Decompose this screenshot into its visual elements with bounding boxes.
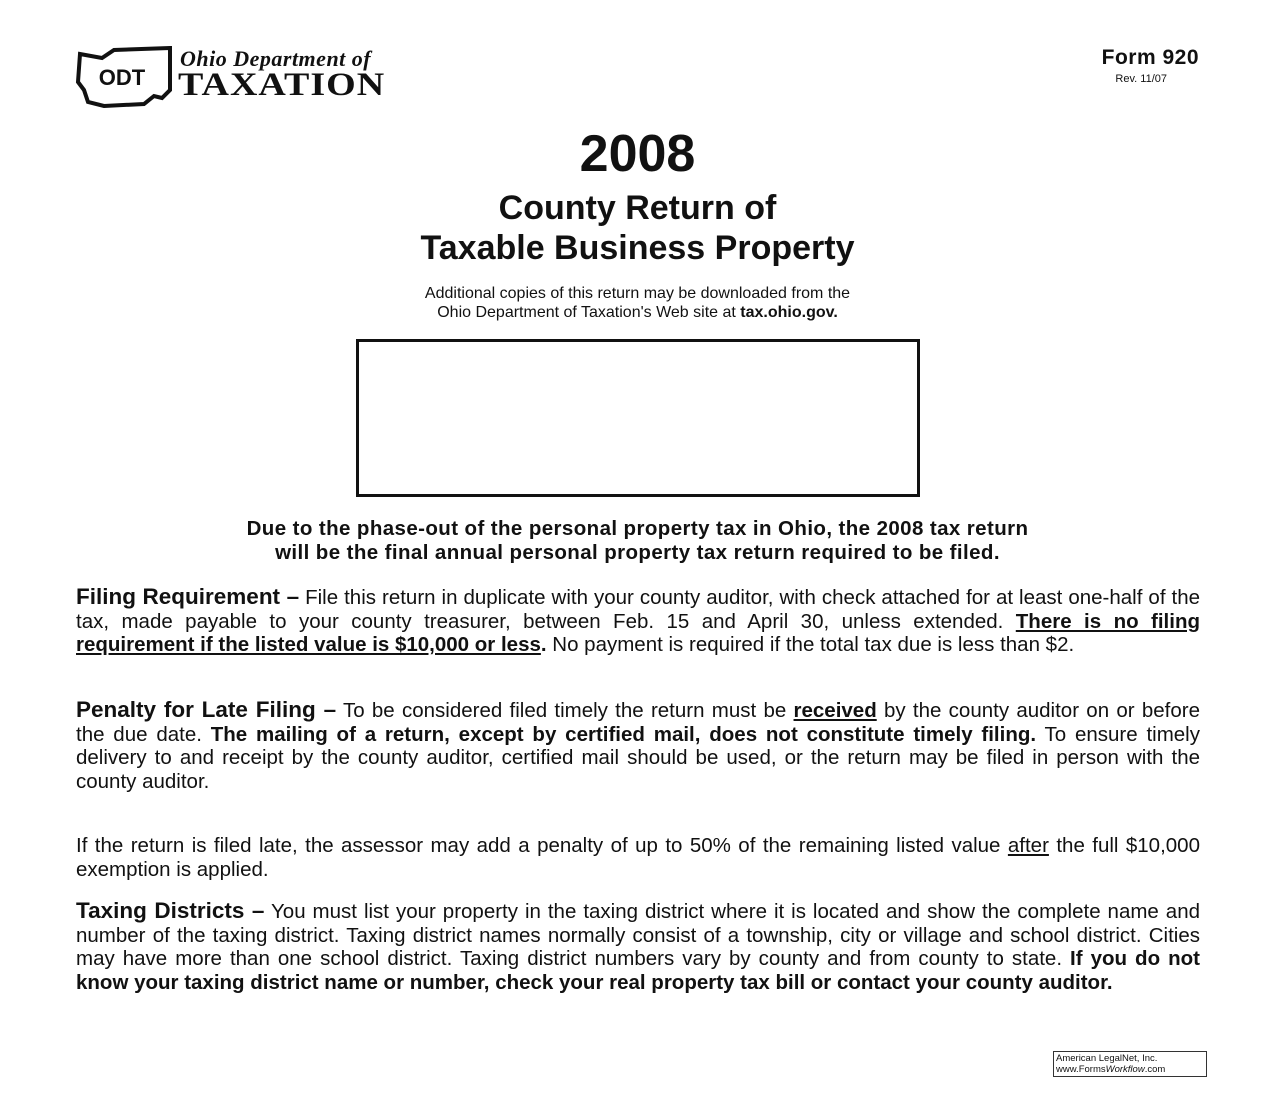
copies-line1: Additional copies of this return may be downloaded from the: [424, 285, 851, 302]
website-link[interactable]: tax.ohio.gov.: [740, 304, 838, 321]
filing-requirement-section: [76, 585, 1200, 657]
section-heading: Filing Requirement –: [76, 584, 300, 609]
footer-url-suffix: .com: [1144, 1064, 1166, 1075]
odt-logo: [74, 46, 424, 108]
section-heading: Taxing Districts –: [76, 898, 265, 923]
notice-line2: will be the final annual personal property tax return required to be filed.: [275, 541, 1000, 564]
copies-line2: [0, 303, 1275, 322]
svg-text:ODT: ODT: [98, 65, 146, 90]
taxing-districts-section: [76, 899, 1200, 994]
emphasis-text: received: [793, 699, 877, 722]
paragraph-text: No payment is required if the total tax due is less than $2.: [546, 633, 1075, 656]
page-title: [0, 188, 1275, 268]
section-heading: Penalty for Late Filing –: [76, 697, 337, 722]
paragraph-text: If the return is filed late, the assessor may add a penalty of up to 50% of the remaining listed value: [76, 834, 1008, 857]
form-number: Form 920: [1101, 46, 1199, 69]
notice-line1: Due to the phase-out of the personal property tax in Ohio, the 2008 tax return: [246, 517, 1029, 540]
revision-date: Rev. 11/07: [1115, 73, 1167, 85]
emphasis-text: If you do not know your taxing district name or number, check your real property tax bill or contact your county auditor.: [76, 947, 1200, 994]
paragraph-text: You must list your property in the taxing district where it is located and show the complete name and number of the taxing district. Taxing district names normally consist of a township, city or village and school district. Cities may have more than one school district. Taxing district numbers vary by county and from county to state.: [76, 900, 1200, 970]
logo-line2: TAXATION: [178, 66, 386, 103]
footer-line1: American LegalNet, Inc.: [1056, 1053, 1158, 1064]
logo-line1: Ohio Department of: [180, 46, 372, 71]
address-label-box: [356, 339, 920, 497]
paragraph-text: the full $10,000 exemption is applied.: [76, 834, 1200, 881]
paragraph-text: To be considered filed timely the return must be: [336, 699, 794, 722]
emphasis-period: .: [540, 633, 547, 656]
copies-note: [0, 284, 1275, 322]
emphasis-text: The mailing of a return, except by certified mail, does not constitute timely filing.: [210, 722, 1037, 746]
paragraph-text: by the county auditor on or before the due date.: [76, 699, 1200, 746]
late-penalty-paragraph: [76, 834, 1200, 881]
footer-line2[interactable]: [1056, 1064, 1204, 1075]
ohio-state-outline-icon: [74, 46, 174, 108]
emphasis-text: after: [1007, 834, 1049, 857]
title-line2: Taxable Business Property: [420, 229, 855, 267]
paragraph-text: To ensure timely delivery to and receipt by the county auditor, certified mail should be used, or the return may be filed in person with the county auditor.: [76, 722, 1200, 793]
footer-url-italic: Workflow: [1105, 1064, 1145, 1075]
publisher-footer: [1053, 1051, 1207, 1077]
title-line1: County Return of: [498, 189, 777, 227]
penalty-section: [76, 698, 1200, 793]
phase-out-notice: [60, 517, 1215, 565]
tax-year: 2008: [579, 125, 696, 183]
paragraph-text: File this return in duplicate with your county auditor, with check attached for at least one-half of the tax, made payable to your county treasurer, between Feb. 15 and April 30, unless extended.: [76, 586, 1200, 633]
emphasis-text: There is no filing requirement if the listed value is $10,000 or less: [76, 609, 1200, 656]
copies-text: Ohio Department of Taxation's Web site at: [437, 304, 741, 321]
footer-url-prefix: www.Forms: [1056, 1064, 1106, 1075]
